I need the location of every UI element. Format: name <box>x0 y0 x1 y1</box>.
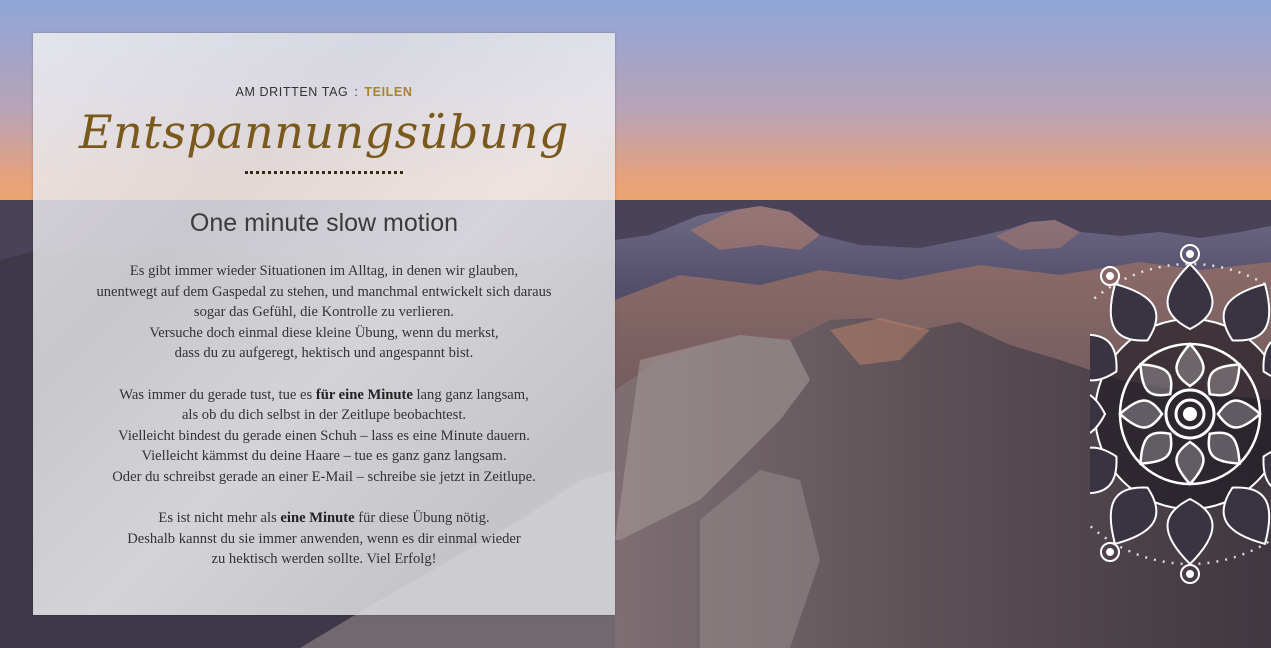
emphasis-text: eine Minute <box>280 510 355 527</box>
exercise-card <box>33 33 615 615</box>
text-line: Deshalb kannst du sie immer anwenden, wenn es dir einmal wieder <box>127 530 521 547</box>
header-separator: : <box>354 85 359 99</box>
mandala-icon <box>1090 244 1271 584</box>
text-line: dass du zu aufgeregt, hektisch und angespannt bist. <box>174 345 474 362</box>
emphasis-text: für eine Minute <box>315 386 413 403</box>
paragraph-intro <box>53 261 595 364</box>
paragraph-instructions <box>53 385 595 488</box>
day-label: AM DRITTEN TAG <box>235 85 349 99</box>
text-line: Vielleicht bindest du gerade einen Schuh – lass es eine Minute dauern. <box>118 427 530 444</box>
share-link[interactable]: TEILEN <box>364 85 413 99</box>
exercise-subtitle: One minute slow motion <box>189 209 459 237</box>
text-line: Versuche doch einmal diese kleine Übung, wenn du merkst, <box>149 324 499 341</box>
card-header <box>33 85 615 99</box>
text-line: Es ist nicht mehr als <box>158 510 281 527</box>
text-line: Was immer du gerade tust, tue es <box>119 386 316 403</box>
exercise-text <box>53 261 595 591</box>
text-line: Oder du schreibst gerade an einer E-Mail – schreibe sie jetzt in Zeitlupe. <box>112 468 536 485</box>
text-line: unentwegt auf dem Gaspedal zu stehen, und manchmal entwickelt sich daraus <box>96 283 552 300</box>
text-line: Es gibt immer wieder Situationen im Alltag, in denen wir glauben, <box>129 263 519 279</box>
text-line: sogar das Gefühl, die Kontrolle zu verlieren. <box>193 304 455 321</box>
text-line: für diese Übung nötig. <box>354 510 490 527</box>
paragraph-closing <box>53 508 595 570</box>
text-line: lang ganz langsam, <box>412 386 529 403</box>
text-line: als ob du dich selbst in der Zeitlupe beobachtest. <box>181 407 467 424</box>
text-line: Vielleicht kämmst du deine Haare – tue es ganz ganz langsam. <box>141 448 507 465</box>
title-divider <box>245 171 403 174</box>
page-title: Entspannungsübung <box>79 105 569 159</box>
text-line: zu hektisch werden sollte. Viel Erfolg! <box>211 551 437 568</box>
